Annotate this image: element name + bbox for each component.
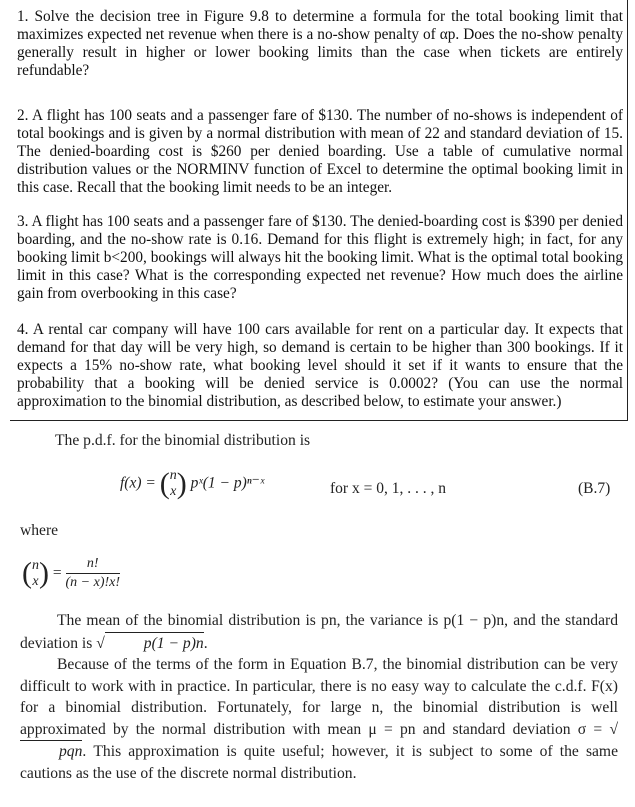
binom-bottom: x — [170, 484, 177, 499]
formula-rhs: pˣ(1 − p)ⁿ⁻ˣ — [190, 474, 265, 492]
problem-3: 3. A flight has 100 seats and a passenger fare of $130. The denied-boarding cost is $390 per denied boarding, and the no-show rate is 0.16. Demand for this flight is extremely high; in fact, for any booking limit b<200, bookings will always hit the booking limit. What is the optimal total booking limit in this case? What is the corresponding expected net revenue? How much does the airline gain from overbooking in this case? — [17, 213, 623, 302]
equation-label: (B.7) — [578, 480, 611, 497]
para2-end: . This approximation is quite useful; however, it is subject to some of the same cautions as the use of the discrete normal distribution. — [20, 743, 618, 782]
def-binom-bottom: x — [32, 573, 39, 589]
para1-end: . — [203, 634, 208, 652]
para2-sqrt: pqn — [20, 740, 82, 763]
binomial-mean-paragraph: The mean of the binomial distribution is pn, the variance is p(1 − p)n, and the standard deviation is √ p(1 − p)n. — [20, 610, 618, 654]
formula-lhs: f(x) = — [120, 474, 156, 492]
binomial-coefficient-definition: (n x) = $\frac{n!}{(n - x)!x!}$ — [22, 556, 121, 590]
para1-sqrt: p(1 − p)n — [105, 632, 204, 655]
def-binom-top: n — [32, 557, 39, 573]
para1-text: The mean of the binomial distribution is pn, the variance is p(1 − p)n, and the standard deviation is — [20, 612, 618, 652]
problem-4: 4. A rental car company will have 100 cars available for rent on a particular day. It expects that demand for that day will be very high, so demand is certain to be higher than 300 bookings. If it expects a 15% no-show rate, what booking level should it set if it wants to ensure that the probability that a booking will be denied service is 0.0002? (You can use the normal approximation to the binomial distribution, as described below, to estimate your answer.) — [17, 321, 623, 410]
binomial-intro: The p.d.f. for the binomial distribution is — [55, 432, 311, 449]
def-denominator: (n − x)!x! — [65, 575, 121, 590]
binomial-pdf-formula: f(x) = (n x) pˣ(1 − p)ⁿ⁻ˣ — [120, 467, 265, 500]
problem-2: 2. A flight has 100 seats and a passenger fare of $130. The number of no-shows is independent of total bookings and is given by a normal distribution with mean of 22 and standard deviation of 15. The denied-boarding cost is $260 per denied boarding. Use a table of cumulative normal distribution values or the NORMINV function of Excel to determine the optimal booking limit in this case. Recall that the booking limit needs to be an integer. — [17, 107, 623, 196]
problem-1: 1. Solve the decision tree in Figure 9.8 to determine a formula for the total booking limit that maximizes expected net revenue when there is a no-show penalty of αp. Does the no-show penalty generally result in higher or lower booking limits than the case when tickets are entirely refundable? — [17, 8, 623, 79]
para2-text: Because of the terms of the form in Equation B.7, the binomial distribution can be very difficult to work with in practice. In particular, there is no easy way to calculate the c.d.f. F(x) for a binomial distribution. Fortunately, for large n, the binomial distribution is well approximated by the normal distribution with mean μ = pn and standard deviation σ = — [20, 656, 618, 738]
formula-range: for x = 0, 1, . . . , n — [330, 480, 446, 497]
binomial-approximation-paragraph: Because of the terms of the form in Equation B.7, the binomial distribution can be very difficult to work with in practice. In particular, there is no easy way to calculate the c.d.f. F(x) for a binomial distribution. Fortunately, for large n, the binomial distribution is well approximated by the normal distribution with mean μ = pn and standard deviation σ = √pqn. This approximation is quite useful; however, it is subject to some of the same cautions as the use of the discrete normal distribution. — [20, 656, 618, 782]
def-numerator: n! — [66, 556, 121, 574]
binom-top: n — [169, 468, 177, 483]
where-label: where — [20, 522, 59, 539]
